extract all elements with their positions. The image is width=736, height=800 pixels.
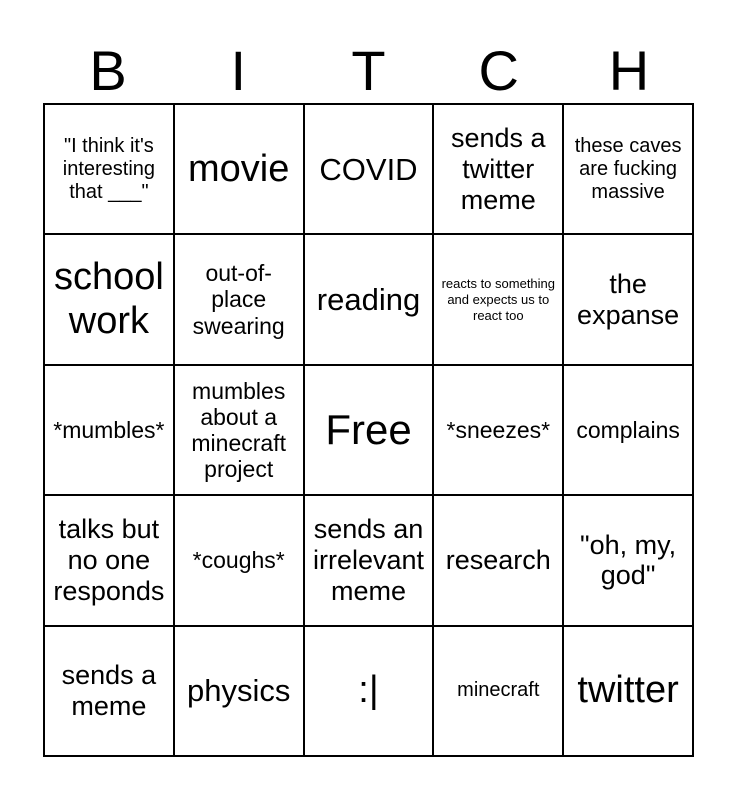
bingo-cell-label: "oh, my, god"	[580, 529, 677, 591]
bingo-cell-label: movie	[188, 147, 290, 190]
bingo-cell-label: twitter	[577, 669, 679, 712]
bingo-cell[interactable]	[564, 235, 694, 365]
bingo-cell[interactable]	[45, 366, 175, 496]
bingo-cell[interactable]	[434, 627, 564, 757]
bingo-cell[interactable]	[175, 496, 305, 626]
bingo-cell-label: sends a twitter meme	[451, 123, 546, 215]
bingo-cell[interactable]	[434, 366, 564, 496]
bingo-grid	[43, 103, 694, 757]
bingo-cell-label: minecraft	[457, 679, 540, 702]
bingo-cell-label: complains	[576, 416, 680, 443]
bingo-cell-label: these caves are fucking massive	[574, 135, 682, 203]
bingo-cell[interactable]	[305, 496, 435, 626]
bingo-cell-label: reacts to something and expects us to react too	[441, 275, 556, 323]
bingo-cell[interactable]	[564, 496, 694, 626]
bingo-cell-label: talks but no one responds	[53, 514, 165, 606]
bingo-header-letter-5: H	[608, 39, 650, 102]
bingo-cell-label: research	[445, 545, 551, 575]
bingo-cell-label: reading	[316, 281, 421, 317]
bingo-cell-label: *mumbles*	[53, 416, 165, 443]
bingo-cell[interactable]	[175, 105, 305, 235]
bingo-cell-label: physics	[187, 673, 291, 709]
bingo-cell-label: mumbles about a minecraft project	[191, 377, 286, 483]
bingo-cell[interactable]	[45, 105, 175, 235]
bingo-header-letter-4: C	[478, 39, 519, 102]
bingo-cell-label: *coughs*	[192, 547, 285, 574]
bingo-cell[interactable]	[175, 366, 305, 496]
bingo-cell[interactable]	[305, 627, 435, 757]
bingo-cell-label: COVID	[319, 151, 418, 187]
bingo-header-row	[43, 28, 694, 100]
bingo-cell[interactable]	[175, 627, 305, 757]
bingo-cell-label: Free	[325, 406, 412, 454]
bingo-cell[interactable]	[305, 235, 435, 365]
bingo-cell[interactable]	[564, 105, 694, 235]
bingo-cell-label: the expanse	[577, 268, 680, 330]
bingo-cell-free[interactable]	[305, 366, 435, 496]
bingo-header-letter-1: B	[89, 39, 127, 102]
bingo-cell[interactable]	[564, 366, 694, 496]
bingo-header-letter-3: T	[351, 39, 386, 102]
bingo-cell[interactable]	[434, 235, 564, 365]
bingo-cell-label: :|	[358, 669, 379, 712]
bingo-cell-label: sends an irrelevant meme	[312, 514, 425, 606]
bingo-cell[interactable]	[175, 235, 305, 365]
bingo-header-letter-2: I	[230, 39, 247, 102]
bingo-cell-label: "I think it's interesting that ___"	[62, 135, 156, 203]
bingo-cell[interactable]	[434, 105, 564, 235]
bingo-cell[interactable]	[305, 105, 435, 235]
bingo-cell-label: school work	[53, 256, 164, 342]
bingo-cell[interactable]	[45, 496, 175, 626]
bingo-cell-label: sends a meme	[61, 660, 157, 721]
bingo-cell[interactable]	[434, 496, 564, 626]
bingo-cell-label: *sneezes*	[446, 416, 551, 443]
bingo-cell-label: out-of-place swearing	[192, 260, 285, 339]
bingo-cell[interactable]	[45, 235, 175, 365]
bingo-cell[interactable]	[45, 627, 175, 757]
bingo-cell[interactable]	[564, 627, 694, 757]
